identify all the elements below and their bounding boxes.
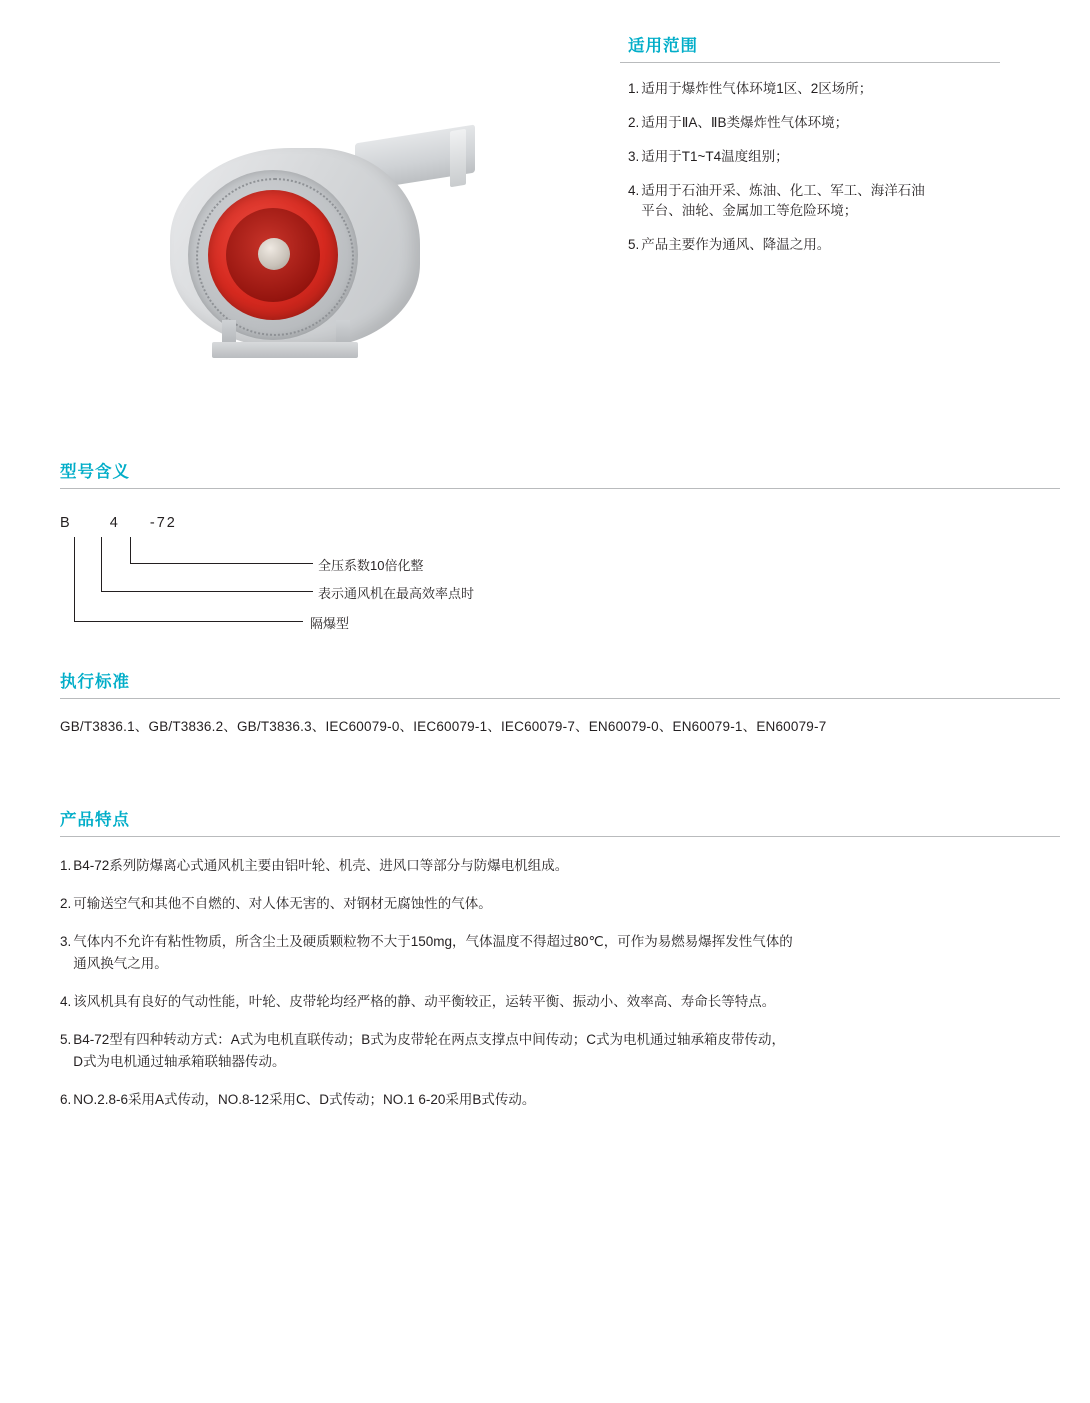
list-item <box>628 113 1000 133</box>
divider <box>60 836 1060 837</box>
list-item-line1: B4-72型有四种转动方式：A式为电机直联传动；B式为皮带轮在两点支撑点中间传动；C式为电机通过轴承箱皮带传动， <box>73 1032 786 1047</box>
list-item <box>628 79 1000 99</box>
list-item-text <box>641 181 1000 221</box>
section-features-title: 产品特点 <box>60 811 130 829</box>
list-item-line1: 气体内不允许有粘性物质，所含尘土及硬质颗粒物不大于150mg，气体温度不得超过80℃，可作为易燃易爆挥发性气体的 <box>73 934 793 949</box>
list-item <box>628 147 1000 167</box>
features-list <box>60 855 1060 1111</box>
product-image <box>150 120 500 380</box>
list-item-text <box>73 931 1060 975</box>
leader-line-3 <box>74 537 303 622</box>
divider <box>60 488 1060 489</box>
list-item-line2: 平台、油轮、金属加工等危险环境； <box>641 203 858 218</box>
section-scope <box>620 36 1000 269</box>
model-annotation-2: 表示通风机在最高效率点时 <box>318 586 475 601</box>
divider <box>60 698 1060 699</box>
list-item <box>60 931 1060 975</box>
list-item-text: 该风机具有良好的气动性能，叶轮、皮带轮均经严格的静、动平衡较正，运转平衡、振动小、效率高、寿命长等特点。 <box>73 994 776 1009</box>
list-item-number: 1. <box>60 858 72 873</box>
model-code-part-2: 4 <box>109 515 120 531</box>
divider <box>620 62 1000 63</box>
list-item-number: 5. <box>60 1032 72 1047</box>
model-annotation-3: 隔爆型 <box>310 616 350 631</box>
fan-base <box>212 342 358 358</box>
list-item-number: 2. <box>60 896 72 911</box>
list-item-line1: 适用于石油开采、炼油、化工、军工、海洋石油 <box>641 183 925 198</box>
list-item-number: 3. <box>628 149 640 164</box>
list-item-number: 6. <box>60 1092 72 1107</box>
section-model-designation <box>60 462 1060 645</box>
list-item <box>60 1029 1060 1073</box>
section-standards <box>60 672 1060 737</box>
model-code-part-1: B <box>60 515 72 531</box>
list-item-text: 适用于ⅡA、ⅡB类爆炸性气体环境； <box>641 115 849 130</box>
list-item <box>628 181 1000 221</box>
list-item <box>60 893 1060 915</box>
list-item-line2: D式为电机通过轴承箱联轴器传动。 <box>73 1054 286 1069</box>
list-item <box>60 1089 1060 1111</box>
fan-hub <box>258 238 290 270</box>
section-model-title: 型号含义 <box>60 463 130 481</box>
list-item-text <box>73 1029 1060 1073</box>
list-item <box>60 855 1060 877</box>
list-item-number: 1. <box>628 81 640 96</box>
list-item-number: 3. <box>60 934 72 949</box>
standards-text: GB/T3836.1、GB/T3836.2、GB/T3836.3、IEC60079-0、IEC60079-1、IEC60079-7、EN60079-0、EN60079-1、EN60079-7 <box>60 719 827 734</box>
model-code <box>60 515 177 531</box>
list-item-text: 可输送空气和其他不自燃的、对人体无害的、对钢材无腐蚀性的气体。 <box>73 896 492 911</box>
list-item-number: 2. <box>628 115 640 130</box>
list-item-number: 5. <box>628 237 640 252</box>
section-scope-title: 适用范围 <box>628 37 698 55</box>
section-standards-title: 执行标准 <box>60 673 130 691</box>
model-code-part-3: -72 <box>149 515 177 531</box>
list-item-number: 4. <box>628 183 640 198</box>
section-features <box>60 810 1060 1127</box>
top-area <box>0 0 1090 430</box>
model-code-diagram <box>60 515 1060 645</box>
list-item-text: B4-72系列防爆离心式通风机主要由铝叶轮、机壳、进风口等部分与防爆电机组成。 <box>73 858 569 873</box>
list-item-text: 产品主要作为通风、降温之用。 <box>641 237 831 252</box>
list-item-line2: 通风换气之用。 <box>73 956 168 971</box>
list-item <box>60 991 1060 1013</box>
fan-outlet-flange <box>450 129 466 188</box>
list-item-text: NO.2.8-6采用A式传动，NO.8-12采用C、D式传动；NO.1 6-20采用B式传动。 <box>73 1092 536 1107</box>
model-annotation-1: 全压系数10倍化整 <box>318 558 424 573</box>
list-item-text: 适用于T1~T4温度组别； <box>641 149 789 164</box>
list-item <box>628 235 1000 255</box>
list-item-number: 4. <box>60 994 72 1009</box>
scope-list <box>620 79 1000 255</box>
list-item-text: 适用于爆炸性气体环境1区、2区场所； <box>641 81 873 96</box>
